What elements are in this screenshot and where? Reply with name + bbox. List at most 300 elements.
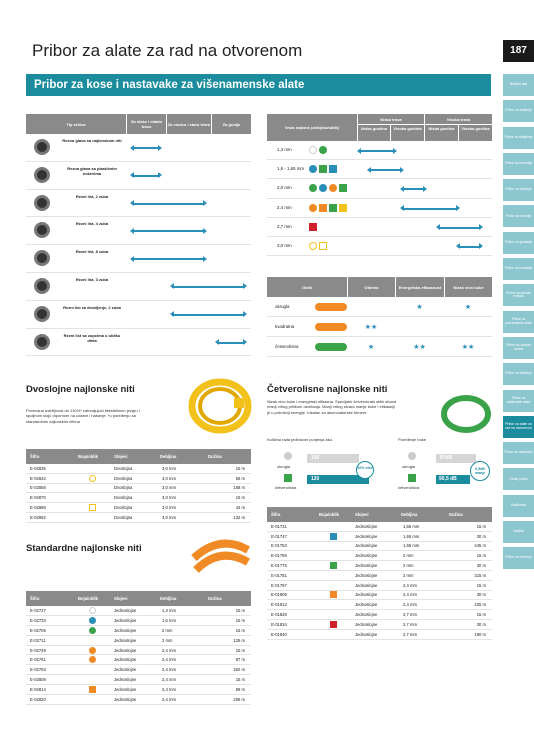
shape-row bbox=[267, 317, 492, 337]
thickness-sub-2: Visoka gustina bbox=[390, 125, 424, 141]
usage-header-type: Tip sečiva bbox=[66, 121, 86, 127]
table-row bbox=[26, 636, 251, 646]
product-length: 30 m bbox=[476, 563, 486, 569]
line-color-icon bbox=[319, 184, 327, 192]
product-thickness: 3,0 mm bbox=[162, 514, 176, 520]
table-row bbox=[26, 626, 251, 636]
table-row bbox=[26, 646, 251, 656]
line-color-icon bbox=[339, 204, 347, 212]
thickness-row bbox=[267, 160, 492, 179]
table-row bbox=[26, 484, 251, 494]
product-thickness: 1,6 mm bbox=[162, 617, 176, 623]
product-layers: Jednoslojne bbox=[114, 607, 137, 613]
sidebar-tab[interactable]: Pribor za obradu drveta bbox=[503, 337, 534, 359]
thickness-arrow bbox=[458, 246, 481, 248]
product-thickness: 2 mm bbox=[403, 572, 414, 578]
line-color-icon bbox=[309, 146, 317, 154]
product-thickness: 1,3 mm bbox=[162, 607, 176, 613]
shape-noise-rating: ★★ bbox=[461, 343, 475, 351]
four-leaf-text: Nizak nivo buke i energetski efikasna. Specijalni četverokraki oblik stvara manji vrtlog prilikom okretanja. Manji vrtlog stvara manje buke i efikasniji je u potrošnji energije. Idealan za akumulatorske trimere. bbox=[267, 399, 397, 415]
thickness-header-low: Niska trava bbox=[357, 114, 424, 124]
page-header bbox=[0, 0, 534, 68]
usage-arrow bbox=[132, 203, 205, 205]
product-thickness: 2,7 mm bbox=[403, 631, 417, 637]
product-layers: Jednoslojne bbox=[355, 631, 378, 637]
product-code: E-02842 bbox=[30, 475, 46, 481]
thickness-arrow bbox=[438, 227, 481, 229]
energy-round-bar: 100 bbox=[307, 454, 359, 463]
usage-row-label: Rezni list za drobljenje, 2 zuba bbox=[63, 304, 121, 310]
product-code: E-01806 bbox=[271, 592, 287, 598]
product-thickness: 2,4 mm bbox=[162, 677, 176, 683]
thickness-row bbox=[267, 218, 492, 237]
two-layer-text: Povećana izdržljivost do 130%* zahvaljujući fleksibilnom jezgru i spoljnom sloju otpornom na udarce i habanje. *u poređenju sa standardnim najlonskim nitima bbox=[26, 408, 140, 424]
table-row bbox=[26, 616, 251, 626]
energy-four-bar: 120 bbox=[307, 475, 369, 484]
table-row bbox=[267, 600, 492, 610]
product-code: E-02711 bbox=[30, 637, 46, 643]
product-length: 225 m bbox=[474, 602, 486, 608]
product-layers: Jednoslojne bbox=[355, 563, 378, 569]
shape-label: okrugla bbox=[275, 304, 290, 309]
line-color-icon bbox=[329, 165, 337, 173]
table-row bbox=[26, 685, 251, 695]
product-code: E-01747 bbox=[271, 533, 287, 539]
table-row bbox=[26, 655, 251, 665]
table-row bbox=[26, 695, 251, 705]
thickness-arrow bbox=[369, 169, 402, 171]
table-row bbox=[26, 606, 251, 616]
product-code: E-01797 bbox=[271, 582, 287, 588]
usage-row-label: Rezna glava sa plastičnim noževima bbox=[67, 165, 117, 176]
product-thickness: 1,65 mm bbox=[403, 533, 420, 539]
product-layers: Jednoslojne bbox=[355, 612, 378, 618]
standard-spool-image bbox=[190, 536, 252, 586]
product-thickness: 2,4 mm bbox=[162, 696, 176, 702]
thickness-row bbox=[267, 179, 492, 198]
product-thickness: 2,7 mm bbox=[403, 621, 417, 627]
thickness-arrow bbox=[402, 208, 458, 210]
table-header-cell: Slojevi bbox=[114, 454, 128, 459]
blade-icon bbox=[34, 222, 50, 238]
product-length: 30 m bbox=[476, 621, 486, 627]
shape-table bbox=[267, 277, 492, 357]
product-layers: Jednoslojne bbox=[355, 553, 378, 559]
shape-row bbox=[267, 337, 492, 357]
product-layers: Jednoslojne bbox=[355, 592, 378, 598]
product-length: 180 m bbox=[474, 631, 486, 637]
table-row bbox=[267, 610, 492, 620]
table-header-cell: Dužina bbox=[208, 454, 222, 459]
shape-line-icon bbox=[315, 303, 347, 311]
product-layers: Dvoslojna bbox=[114, 495, 133, 501]
product-code: E-02727 bbox=[30, 607, 46, 613]
table-row bbox=[26, 474, 251, 484]
product-code: E-02783 bbox=[30, 667, 46, 673]
product-length: 262 m bbox=[233, 667, 245, 673]
product-code: E-02870 bbox=[30, 495, 46, 501]
product-layers: Jednoslojne bbox=[114, 687, 137, 693]
sidebar-tab[interactable]: Zaštita bbox=[503, 521, 534, 543]
product-code: E-01781 bbox=[271, 572, 287, 578]
round-line-icon bbox=[284, 452, 292, 460]
line-color-icon bbox=[339, 184, 347, 192]
four-leaf-title: Četverolisne najlonske niti bbox=[267, 384, 388, 395]
section-band: Pribor za kose i nastavake za višenamenske alate bbox=[26, 74, 491, 96]
product-layers: Jednoslojne bbox=[355, 523, 378, 529]
product-length: 15 m bbox=[235, 607, 245, 613]
product-code: E-02733 bbox=[30, 617, 46, 623]
product-layers: Dvoslojna bbox=[114, 475, 133, 481]
product-thickness: 2,7 mm bbox=[403, 612, 417, 618]
table-row bbox=[26, 503, 251, 513]
thickness-label: 1,3 mm bbox=[277, 147, 292, 152]
shape-eff-rating: ★★ bbox=[413, 343, 426, 351]
sidebar-tab[interactable]: Pribor za obradu metala bbox=[503, 284, 534, 306]
table-row bbox=[267, 620, 492, 630]
product-length: 15 m bbox=[476, 553, 486, 559]
line-color-icon bbox=[89, 475, 96, 482]
product-layers: Jednoslojne bbox=[355, 572, 378, 578]
product-length: 445 m bbox=[474, 543, 486, 549]
line-color-icon bbox=[309, 223, 317, 231]
table-header-cell: Debljina bbox=[160, 596, 177, 601]
sidebar-tab[interactable]: Pribor za poliranje bbox=[503, 258, 534, 280]
thickness-header-type: Vrsta najlona (debljina/oblik) bbox=[284, 125, 340, 130]
table-row bbox=[267, 581, 492, 591]
product-code: E-01731 bbox=[271, 523, 287, 529]
shape-line-icon bbox=[315, 323, 347, 331]
usage-table bbox=[26, 114, 251, 357]
product-length: 44 m bbox=[235, 505, 245, 511]
product-code: E-01840 bbox=[271, 631, 287, 637]
line-color-icon bbox=[89, 627, 96, 634]
sidebar-tab[interactable]: Bežični alat bbox=[503, 74, 534, 96]
table-row bbox=[267, 571, 492, 581]
sidebar-tab[interactable]: Pribor za šrafljenje bbox=[503, 127, 534, 149]
sidebar-tab[interactable]: Pribor za bušenje bbox=[503, 100, 534, 122]
line-color-icon bbox=[319, 204, 327, 212]
thickness-label: 2,7 mm bbox=[277, 223, 292, 229]
product-thickness: 3,0 mm bbox=[162, 475, 176, 481]
two-layer-title: Dvoslojne najlonske niti bbox=[26, 384, 135, 395]
line-color-icon bbox=[319, 146, 327, 154]
line-color-icon bbox=[89, 686, 96, 693]
table-header-cell: Slojevi bbox=[355, 512, 369, 517]
energy-round-label: okrugla bbox=[277, 464, 291, 469]
thickness-label: 1,6 - 1,65 mm bbox=[277, 166, 305, 172]
product-layers: Jednoslojne bbox=[114, 647, 137, 653]
standard-title: Standardne najlonske niti bbox=[26, 543, 142, 554]
noise-four-bar: 90,5 dB bbox=[436, 475, 470, 484]
product-thickness: 2,4 mm bbox=[162, 687, 176, 693]
noise-round-label: okrugla bbox=[402, 464, 416, 469]
blade-icon bbox=[34, 195, 50, 211]
usage-row-label: Rezna glava sa najlonskom niti bbox=[62, 138, 122, 143]
thickness-table bbox=[267, 114, 492, 256]
product-thickness: 2 mm bbox=[403, 553, 414, 559]
usage-header-high: Za visoku i staru travu bbox=[166, 114, 211, 134]
sidebar-tab[interactable]: Pribor za čišćenje bbox=[503, 363, 534, 385]
product-code: E-02808 bbox=[30, 677, 46, 683]
product-layers: Jednoslojne bbox=[114, 637, 137, 643]
product-thickness: 1,65 mm bbox=[403, 543, 420, 549]
product-length: 206 m bbox=[233, 696, 245, 702]
sidebar-tab[interactable]: Pribor za merenje bbox=[503, 547, 534, 569]
product-layers: Dvoslojna bbox=[114, 505, 133, 511]
product-length: 69 m bbox=[235, 687, 245, 693]
product-thickness: 2 mm bbox=[162, 627, 173, 633]
product-length: 87 m bbox=[235, 657, 245, 663]
usage-header-low: Za niske i mladu travu bbox=[126, 114, 166, 134]
standard-table bbox=[26, 591, 251, 705]
product-layers: Jednoslojne bbox=[355, 533, 378, 539]
thickness-row bbox=[267, 237, 492, 256]
product-thickness: 2,4 mm bbox=[403, 592, 417, 598]
sidebar-tab[interactable]: Pribor za sečenje bbox=[503, 179, 534, 201]
product-code: E-01828 bbox=[271, 612, 287, 618]
line-color-icon bbox=[330, 591, 337, 598]
product-length: 15 m bbox=[476, 612, 486, 618]
four-leaf-noise-icon bbox=[408, 474, 416, 482]
table-header-cell: Šifra bbox=[271, 512, 281, 517]
sidebar-tab[interactable]: Pribor za baštenske alate bbox=[503, 390, 534, 412]
usage-row bbox=[26, 190, 251, 218]
product-code: E-02820 bbox=[30, 696, 46, 702]
product-code: E-01769 bbox=[271, 553, 287, 559]
product-length: 15 m bbox=[235, 647, 245, 653]
product-length: 132 m bbox=[233, 514, 245, 520]
product-layers: Jednoslojne bbox=[114, 696, 137, 702]
product-length: 168 m bbox=[233, 485, 245, 491]
usage-row-label: Rezni list, 2 zuba bbox=[75, 193, 109, 199]
four-leaf-line-icon bbox=[284, 474, 292, 482]
line-color-icon bbox=[89, 504, 96, 511]
table-header-cell: Debljina bbox=[401, 512, 418, 517]
sidebar-tab[interactable]: Pribor za pneumatske alate bbox=[503, 311, 534, 333]
product-length: 15 m bbox=[235, 677, 245, 683]
noise-four-label: četverolisna bbox=[398, 485, 420, 490]
product-layers: Jednoslojne bbox=[114, 657, 137, 663]
sidebar-tab[interactable]: Radionica bbox=[503, 495, 534, 517]
energy-comparison bbox=[267, 448, 387, 494]
product-code: E-02761 bbox=[30, 657, 46, 663]
page-title: Pribor za alate za rad na otvorenom bbox=[32, 41, 303, 60]
two-layer-table bbox=[26, 449, 251, 523]
product-code: E-02705 bbox=[30, 627, 46, 633]
product-length: 15 m bbox=[235, 627, 245, 633]
product-length: 315 m bbox=[474, 572, 486, 578]
noise-label: Poređenje buke bbox=[398, 437, 427, 442]
usage-row bbox=[26, 162, 251, 190]
usage-row-label: Rezni list, 3 zuba bbox=[75, 276, 109, 282]
product-length: 15 m bbox=[235, 495, 245, 501]
blade-icon bbox=[34, 334, 50, 350]
shape-row bbox=[267, 297, 492, 317]
product-layers: Jednoslojne bbox=[355, 602, 378, 608]
page-number: 187 bbox=[503, 40, 534, 62]
table-header-cell: Boja/oblik bbox=[319, 512, 340, 517]
shape-eff-rating: ★ bbox=[416, 303, 423, 311]
shape-label: kvadratna bbox=[275, 324, 295, 329]
table-header bbox=[267, 507, 492, 522]
thickness-arrow bbox=[402, 188, 425, 190]
line-color-icon bbox=[89, 607, 96, 614]
table-header-cell: Boja/oblik bbox=[78, 596, 99, 601]
sidebar-tab[interactable]: Pribor za usisivače bbox=[503, 442, 534, 464]
usage-row bbox=[26, 301, 251, 329]
table-header bbox=[26, 591, 251, 606]
shape-header-form: Oblik bbox=[301, 284, 312, 290]
product-length: 15 m bbox=[235, 465, 245, 471]
line-color-icon bbox=[329, 184, 337, 192]
thickness-label: 2,0 mm bbox=[277, 185, 292, 191]
product-layers: Jednoslojne bbox=[114, 617, 137, 623]
product-thickness: 3,0 mm bbox=[162, 505, 176, 511]
blade-icon bbox=[34, 306, 50, 322]
line-color-icon bbox=[309, 204, 317, 212]
table-header-cell: Šifra bbox=[30, 596, 40, 601]
product-code: E-02858 bbox=[30, 485, 46, 491]
product-layers: Dvoslojna bbox=[114, 465, 133, 471]
product-thickness: 3,0 mm bbox=[162, 495, 176, 501]
table-row bbox=[267, 532, 492, 542]
sidebar-tabs bbox=[503, 74, 534, 574]
thickness-sub-4: Visoka gustina bbox=[458, 125, 492, 141]
table-row bbox=[267, 522, 492, 532]
usage-arrow bbox=[132, 175, 160, 177]
table-row bbox=[267, 591, 492, 601]
line-color-icon bbox=[329, 204, 337, 212]
line-color-icon bbox=[319, 242, 327, 250]
usage-row-label: Rezni list, 4 zuba bbox=[75, 221, 109, 227]
table-row bbox=[267, 630, 492, 640]
noise-comparison bbox=[398, 448, 494, 494]
product-code: E-02814 bbox=[30, 687, 46, 693]
thickness-label: 2,4 mm bbox=[277, 204, 292, 210]
shape-line-icon bbox=[315, 343, 347, 351]
shape-header-noise: Nizak nivo buke bbox=[444, 277, 492, 297]
line-color-icon bbox=[89, 647, 96, 654]
product-thickness: 3,0 mm bbox=[162, 465, 176, 471]
table-header bbox=[26, 449, 251, 464]
table-row bbox=[267, 542, 492, 552]
table-row bbox=[267, 561, 492, 571]
product-layers: Jednoslojne bbox=[355, 543, 378, 549]
blade-icon bbox=[34, 278, 50, 294]
line-color-icon bbox=[330, 533, 337, 540]
blade-icon bbox=[34, 167, 50, 183]
product-layers: Dvoslojna bbox=[114, 485, 133, 491]
blade-icon bbox=[34, 139, 50, 155]
line-color-icon bbox=[89, 617, 96, 624]
table-header-cell: Dužina bbox=[449, 512, 463, 517]
product-length: 126 m bbox=[233, 637, 245, 643]
product-thickness: 2,4 mm bbox=[162, 647, 176, 653]
table-header-cell: Boja/oblik bbox=[78, 454, 99, 459]
table-row bbox=[26, 493, 251, 503]
product-layers: Jednoslojne bbox=[355, 621, 378, 627]
product-layers: Jednoslojne bbox=[114, 667, 137, 673]
usage-arrow bbox=[132, 230, 205, 232]
product-length: 30 m bbox=[476, 533, 486, 539]
energy-label: Količina rada jedinicom punjenja aku. bbox=[267, 437, 334, 442]
table-row bbox=[267, 551, 492, 561]
table-row bbox=[26, 513, 251, 523]
sidebar-tab[interactable]: Ostali pribor bbox=[503, 468, 534, 490]
line-color-icon bbox=[309, 165, 317, 173]
shape-noise-rating: ★ bbox=[464, 303, 472, 311]
usage-arrow bbox=[172, 286, 245, 288]
usage-arrow bbox=[217, 342, 245, 344]
shape-sharp-rating: ★ bbox=[367, 343, 375, 351]
product-thickness: 2,4 mm bbox=[162, 667, 176, 673]
thickness-label: 3,0 mm bbox=[277, 242, 292, 248]
product-thickness: 2 mm bbox=[403, 563, 414, 569]
line-color-icon bbox=[319, 165, 327, 173]
line-color-icon bbox=[330, 562, 337, 569]
table-header-cell: Slojevi bbox=[114, 596, 128, 601]
thickness-sub-3: Niska gustina bbox=[424, 125, 458, 141]
usage-row-label: Rezni list, 8 zuba bbox=[75, 249, 109, 255]
noise-badge: 6,5dB manje bbox=[470, 461, 490, 481]
usage-row bbox=[26, 245, 251, 273]
sidebar-tab[interactable]: Pribor za brušenje bbox=[503, 153, 534, 175]
two-layer-spool-image bbox=[186, 368, 256, 438]
sidebar-tab[interactable]: Pribor za glodanje bbox=[503, 232, 534, 254]
energy-badge: 20% više bbox=[356, 461, 374, 479]
product-layers: Jednoslojne bbox=[355, 582, 378, 588]
product-layers: Dvoslojna bbox=[114, 514, 133, 520]
line-color-icon bbox=[309, 242, 317, 250]
product-code: E-01834 bbox=[271, 621, 287, 627]
sidebar-tab[interactable]: Pribor za alate za rad na otvorenom bbox=[503, 416, 534, 438]
product-layers: Jednoslojne bbox=[114, 677, 137, 683]
product-code: E-02886 bbox=[30, 505, 46, 511]
product-length: 56 m bbox=[235, 475, 245, 481]
shape-header-sharp: Oštrina bbox=[347, 277, 395, 297]
usage-arrow bbox=[132, 258, 205, 260]
line-color-icon bbox=[89, 656, 96, 663]
usage-row bbox=[26, 329, 251, 357]
shape-header-eff: Energetska efikasnost bbox=[395, 277, 444, 297]
thickness-arrow bbox=[359, 150, 395, 152]
thickness-sub-1: Niska gustina bbox=[357, 125, 390, 141]
table-row bbox=[26, 665, 251, 675]
table-header-cell: Dužina bbox=[208, 596, 222, 601]
round-noise-icon bbox=[408, 452, 416, 460]
product-layers: Jednoslojne bbox=[114, 627, 137, 633]
table-header-cell: Debljina bbox=[160, 454, 177, 459]
usage-row bbox=[26, 273, 251, 301]
table-row bbox=[26, 464, 251, 474]
product-code: E-02892 bbox=[30, 514, 46, 520]
thickness-header-high: Visoka trava bbox=[424, 114, 492, 124]
blade-icon bbox=[34, 250, 50, 266]
table-header-cell: Šifra bbox=[30, 454, 40, 459]
usage-row bbox=[26, 134, 251, 162]
product-code: E-01775 bbox=[271, 563, 287, 569]
product-code: E-02749 bbox=[30, 647, 46, 653]
product-length: 15 m bbox=[476, 523, 486, 529]
four-leaf-spool-image bbox=[440, 392, 494, 436]
product-length: 15 m bbox=[476, 582, 486, 588]
noise-round-bar: 97dB bbox=[436, 454, 476, 463]
sidebar-tab[interactable]: Pribor za rezanje bbox=[503, 205, 534, 227]
product-thickness: 1,65 mm bbox=[403, 523, 420, 529]
product-thickness: 2,4 mm bbox=[403, 602, 417, 608]
product-length: 30 m bbox=[476, 592, 486, 598]
